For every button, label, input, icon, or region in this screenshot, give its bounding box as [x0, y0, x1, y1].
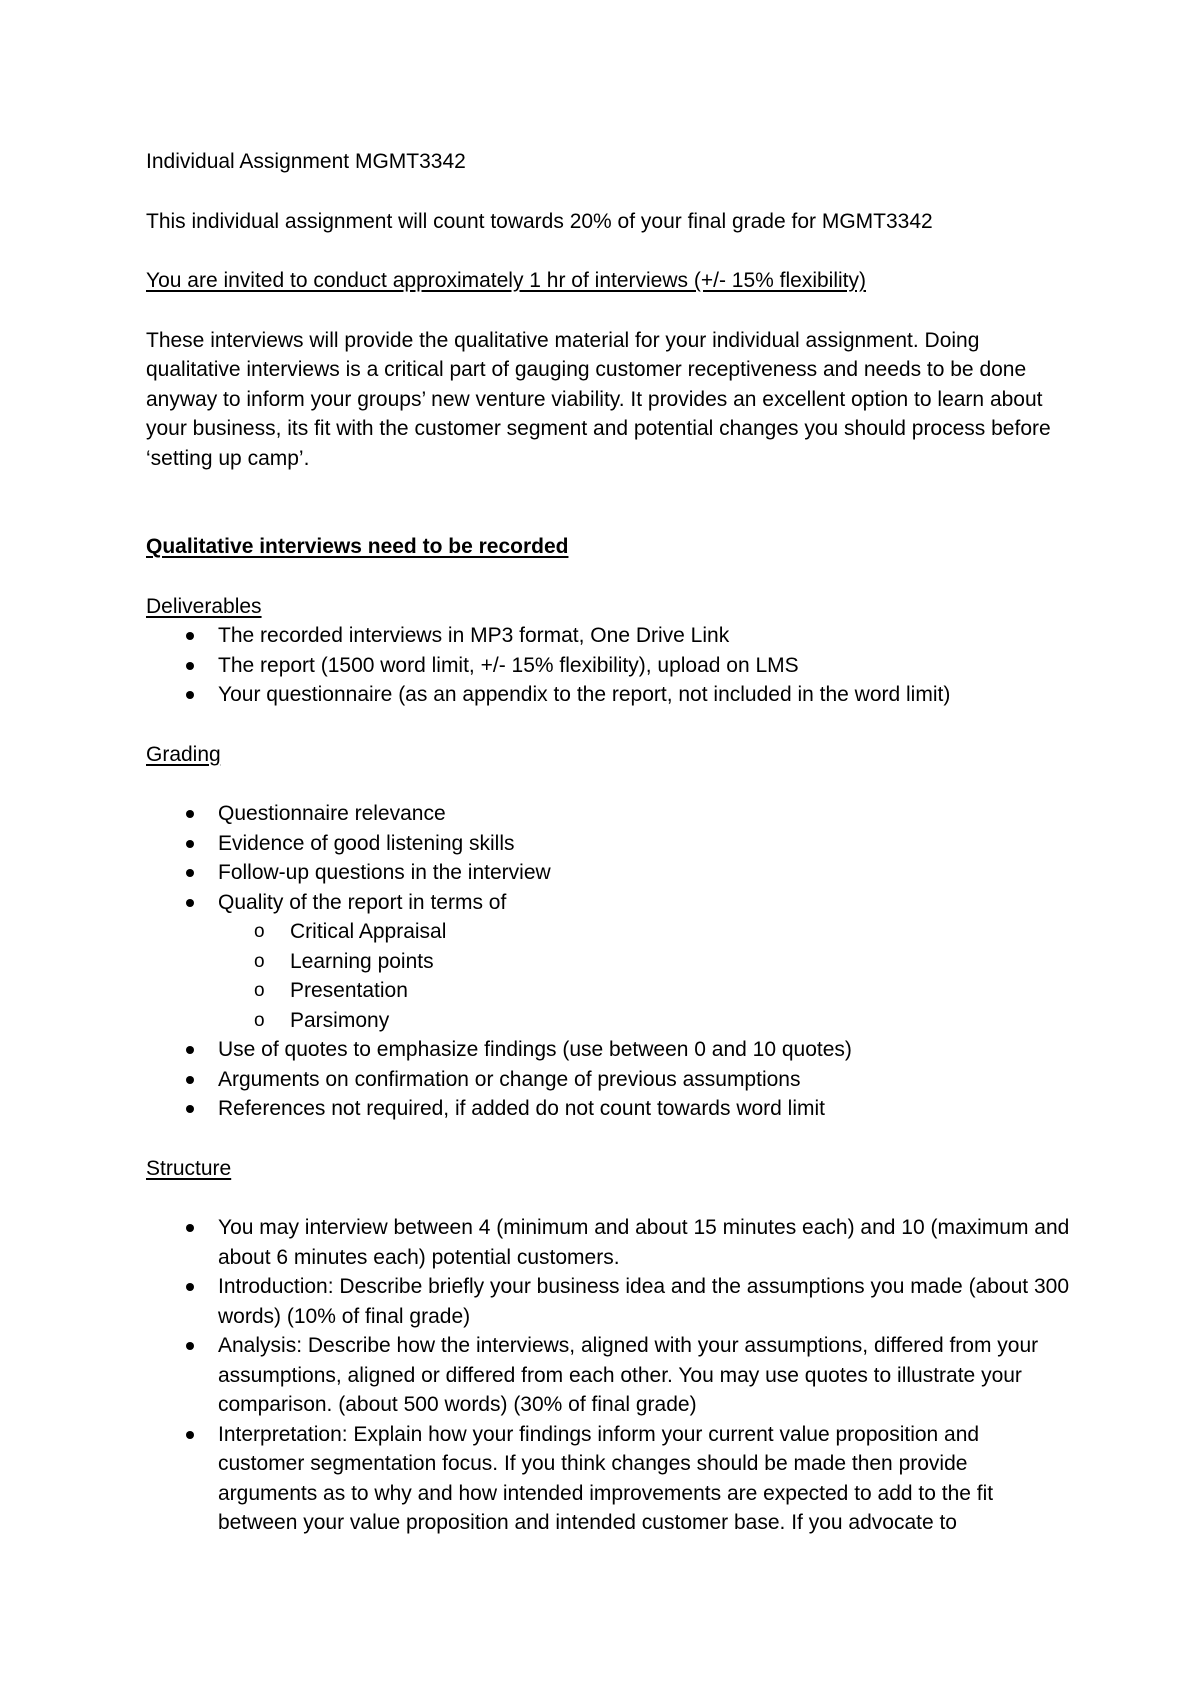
- intro-text: This individual assignment will count towards 20% of your final grade for MGMT3342: [146, 209, 933, 233]
- list-item: Questionnaire relevance: [146, 799, 1071, 829]
- grading-heading: Grading: [146, 742, 221, 766]
- list-item: The recorded interviews in MP3 format, One Drive Link: [146, 621, 1071, 651]
- list-item: Follow-up questions in the interview: [146, 858, 1071, 888]
- intro-paragraph: These interviews will provide the qualitative material for your individual assignment. Doing qualitative interviews is a critical part of gauging customer receptiveness and needs to be done anyway to inform your groups’ new venture viability. It provides an excellent option to learn about your business, its fit with the customer segment and potential changes you should process before ‘setting up camp’.: [146, 328, 1051, 470]
- list-item: Interpretation: Explain how your findings inform your current value proposition and customer segmentation focus. If you think changes should be made then provide arguments as to why and how intended improvements are expected to add to the fit between your value proposition and intended customer base. If you advocate to: [146, 1420, 1071, 1538]
- list-item: Evidence of good listening skills: [146, 829, 1071, 859]
- list-item: Analysis: Describe how the interviews, aligned with your assumptions, differed from your assumptions, aligned or differed from each other. You may use quotes to illustrate your comparison. (about 500 words) (30% of final grade): [146, 1331, 1071, 1420]
- document-title: Individual Assignment MGMT3342: [146, 150, 466, 173]
- list-item: Arguments on confirmation or change of previous assumptions: [146, 1065, 1071, 1095]
- list-item: [146, 888, 1071, 1036]
- sub-list-item: o Parsimony: [218, 1006, 1071, 1036]
- sub-list-item: o Critical Appraisal: [218, 917, 1071, 947]
- structure-heading: Structure: [146, 1156, 232, 1180]
- deliverables-list: [146, 621, 1071, 710]
- report-quality-sublist: [218, 917, 1071, 1035]
- grading-list: [146, 799, 1071, 1124]
- list-item: Use of quotes to emphasize findings (use between 0 and 10 quotes): [146, 1035, 1071, 1065]
- invite-text: You are invited to conduct approximately 1 hr of interviews (+/- 15% flexibility): [146, 269, 866, 292]
- recorded-heading: Qualitative interviews need to be recorded: [146, 535, 569, 558]
- document-body: [146, 147, 1071, 1538]
- structure-list: [146, 1213, 1071, 1538]
- list-item-label: Quality of the report in terms of: [218, 890, 507, 914]
- list-item: The report (1500 word limit, +/- 15% flexibility), upload on LMS: [146, 651, 1071, 681]
- list-item: Your questionnaire (as an appendix to the report, not included in the word limit): [146, 680, 1071, 710]
- list-item: Introduction: Describe briefly your business idea and the assumptions you made (about 300 words) (10% of final grade): [146, 1272, 1071, 1331]
- sub-list-item: o Learning points: [218, 947, 1071, 977]
- list-item: References not required, if added do not count towards word limit: [146, 1094, 1071, 1124]
- sub-list-item: o Presentation: [218, 976, 1071, 1006]
- deliverables-heading: Deliverables: [146, 594, 262, 618]
- list-item: You may interview between 4 (minimum and about 15 minutes each) and 10 (maximum and about 6 minutes each) potential customers.: [146, 1213, 1071, 1272]
